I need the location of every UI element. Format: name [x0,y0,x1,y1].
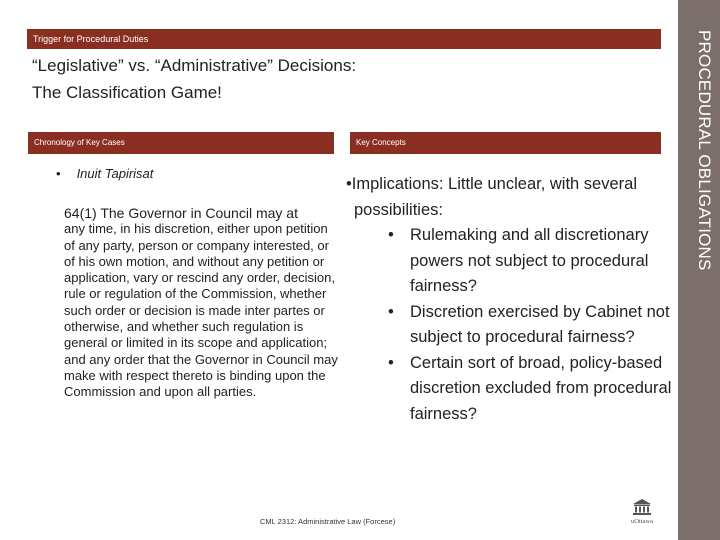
bullet-icon: • [56,166,61,181]
implications-lead: •Implications: Little unclear, with several possibilities: [346,175,637,219]
left-column-header [28,132,334,154]
footer-course: CML 2312: Administrative Law (Forcese) [260,517,396,526]
case-name: Inuit Tapirisat [76,166,154,181]
right-column-header-label: Key Concepts [356,138,406,147]
sidebar-band [678,0,720,540]
statute-body: any time, in his discretion, either upon petition of any party, person or company interested, or of his own motion, and without any petition or application, vary or rescind any order, decision, rule or regulation of the Commission, whether such order or decision is made inter partes or otherwise, and whether such regulation is general or limited in its scope and application; and any order that the Governor in Council may make with respect thereto is binding upon the Commission and upon all parties. [64,221,338,400]
concept-text: Discretion exercised by Cabinet not subject to procedural fairness? [410,302,670,346]
title-line-1: “Legislative” vs. “Administrative” Decisions: [32,56,357,75]
right-column-header [350,132,661,154]
list-item [346,300,676,351]
concept-text: Certain sort of broad, policy-based discretion excluded from procedural fairness? [410,353,672,423]
sidebar-vertical-title: PROCEDURAL OBLIGATIONS [695,30,714,271]
header-bar [27,29,661,49]
key-concepts [346,172,676,427]
title-line-2: The Classification Game! [32,83,222,102]
statute-text [64,205,340,401]
building-icon [632,498,652,516]
statute-first-line: 64(1) The Governor in Council may at [64,205,298,221]
left-column-header-label: Chronology of Key Cases [34,138,125,147]
university-logo [624,498,660,530]
concepts-list [346,223,676,427]
list-item [346,351,676,428]
header-label: Trigger for Procedural Duties [33,34,149,44]
case-bullet [56,166,153,181]
bullet-icon: • [388,302,394,321]
page-title [32,52,632,106]
list-item [346,223,676,300]
logo-text: uOttawa [630,518,654,525]
bullet-icon: • [388,226,394,244]
concept-text: Rulemaking and all discretionary powers not subject to procedural fairness? [410,226,649,295]
bullet-icon: • [388,353,394,372]
